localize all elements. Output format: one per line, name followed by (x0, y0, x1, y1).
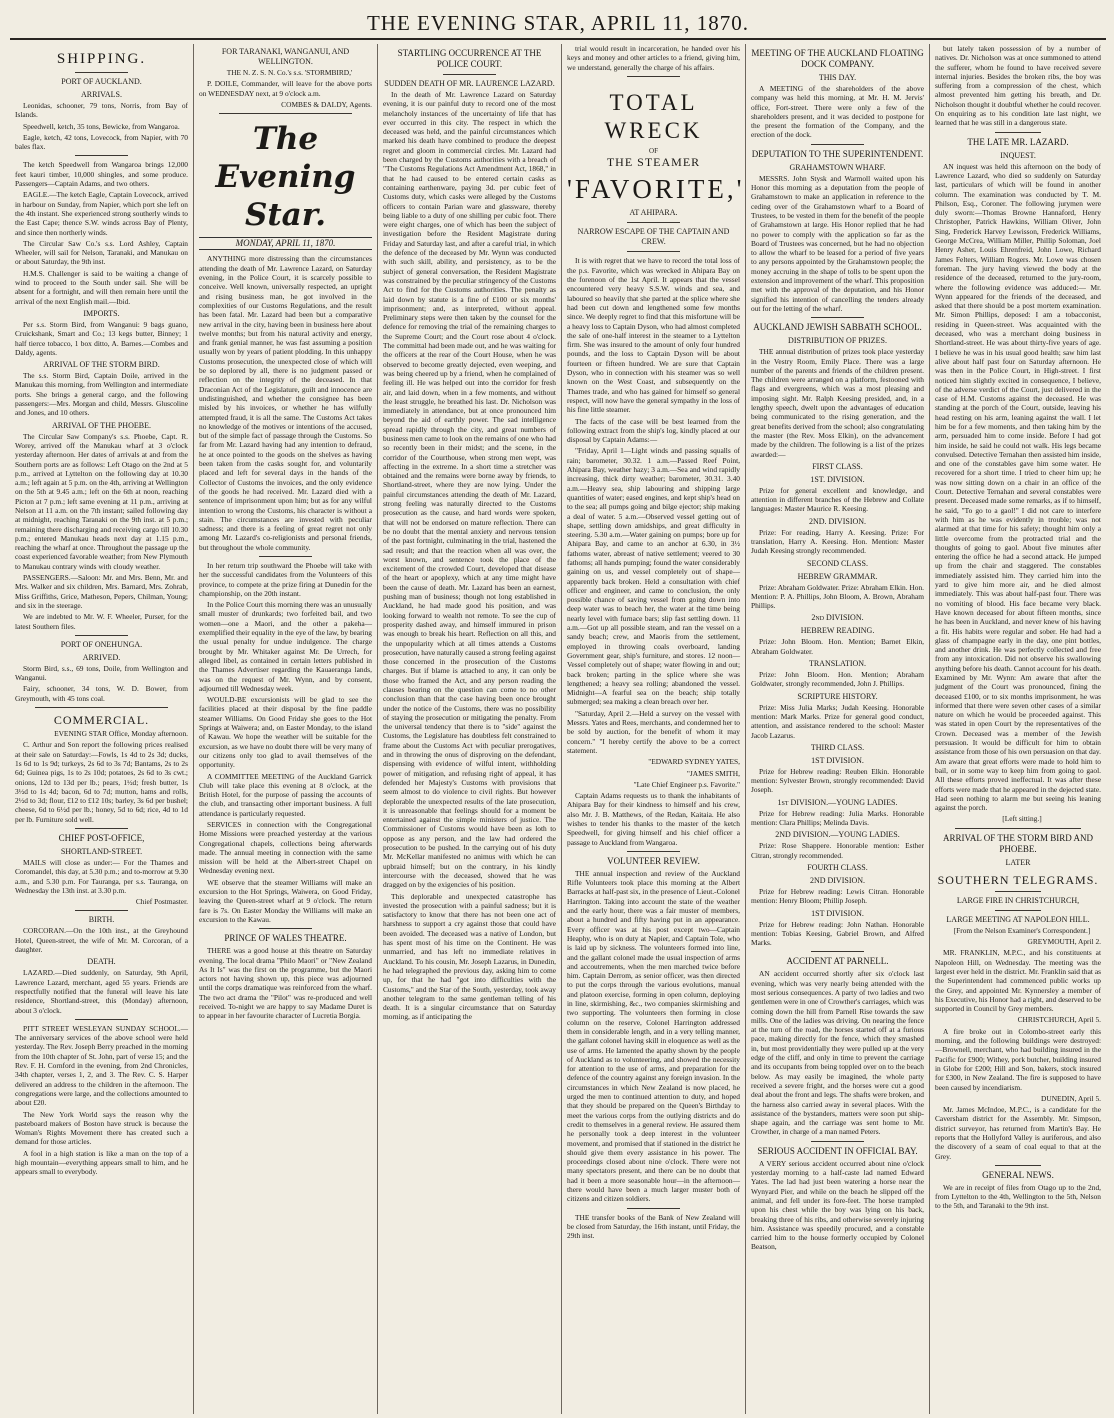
post-office-street: SHORTLAND-STREET. (60, 847, 143, 856)
telegram-text: MR. FRANKLIN, M.P.C., and his constituents at Napoleon Hill, on Wednesday. The meeting was the largest ever held in the district. Mr. Franklin said that as the Superintendent had commenced public works up the Grey, and appointed Mr. Kynnersley a member of his Executive, his Honor had a right, and deserved to be supported in Council by Grey members. (935, 948, 1101, 1014)
divider (259, 556, 312, 557)
late-lazard-heading: THE LATE MR. LAZARD. (967, 136, 1069, 147)
telegram-dateline: DUNEDIN, April 5. (1041, 1093, 1101, 1103)
arrived-heading: ARRIVED. (82, 652, 121, 662)
wreck-text: Captain Adams requests us to thank the inhabitants of Ahipara Bay for their kindness to himself and his crew, also Mr. J. B. Matthews, of the Redan, Kaitaia. He also wishes to tender his thanks to the master of the ketch Speedwell, for giving himself and his chief officer a passage to Auckland from Wangaroa. (567, 791, 740, 847)
division-heading: 1ST. DIVISION. (810, 474, 865, 484)
birth-heading: BIRTH. (88, 915, 115, 925)
continued-text: but lately taken possession of by a number of natives. Dr. Nicholson was at once summoned to attend the sufferer, whom he found to have received severe internal injuries. Besides the broken ribs, the boy was suffering from a compression of the chest, which almost prevented him getting his breath, and Dr. Nicholson thought it doubtful whether he could recover. On enquiring as to his condition late last night, we learned that he was still in a dangerous state. (935, 44, 1101, 128)
phoebe-text: The Circular Saw Company's s.s. Phoebe, Capt. R. Worey, arrived off the Manukau wharf at 3 o'clock yesterday afternoon. Her dates of arrivals at and from the Southern ports are as follows: Left Otago on the 2nd at 5 p.m., arrived at Lyttelton on the following day at 10.30 a.m.; left again at 5 p.m. on the 4th, arriving at Wellington on the 5th at 9.45 a.m.; left on the 6th at noon, reaching Picton at 7 p.m.; left same evening at 11 p.m., arriving at Nelson at 11 a.m. on the 7th instant; sailed following day at midnight, reaching Taranaki on the 9th inst. at 5 p.m.; remaining there discharging and receiving cargo till 10.30 p.m.; entered Manukau heads next day at 1.15 p.m., reaching the wharf at once. Throughout the passage up the coast experienced favorable weather; from New Plymouth to Manukau contrary winds with cloudy weather. (15, 431, 188, 571)
commercial-text: C. Arthur and Son report the following prices realised at their sale on Saturday:—Fowls, 1s 4d to 2s 3d; ducks, 1s 6d to 1s 9d; turkeys, 2s 6d to 3s 7d; Bantams, 2s to 2s 6d; Guinea pigs, 1s to 2s 10d; potatoes, 2s 6d to 3s cwt.; onions, 12d to 13d per lb.; pears, 1½d; fresh butter, 1s 3½d to 1s 4d; bacon, 6d to 7d; mutton, hams and rolls, 2½d to 3d; flour, £12 to £12 10s; barley, 3s 6d per bushel; cheese, 6d to 6½d per lb.; honey, 5d to 6d; rice, 4d to 1d per lb. Furniture sold well. (15, 740, 188, 824)
jewish-school-heading: AUCKLAND JEWISH SABBATH SCHOOL. (753, 322, 922, 333)
port-heading: PORT OF AUCKLAND. (61, 77, 142, 86)
subject-heading: HEBREW GRAMMAR. (797, 571, 878, 581)
correspondent-source: [From the Nelson Examiner's Correspondent.] (953, 925, 1091, 935)
divider (995, 910, 1041, 911)
signature: "JAMES SMITH, (686, 768, 740, 778)
prize-text: Prize for general excellent and knowledge, and attention in different branches of the Hebrew and Collate languages: Master Maurice R. Keesing. (751, 485, 924, 514)
southern-telegrams-heading: SOUTHERN TELEGRAMS. (937, 872, 1099, 887)
continued-text: trial would result in incarceration, he handed over his keys and money and other articles to a friend, giving him, we understand, generally the charge of his affairs. (567, 44, 740, 72)
theatre-heading: PRINCE OF WALES THEATRE. (224, 933, 347, 944)
prize-text: Prize: John Bloom. Hon. Mention; Abraham Goldwater, strongly recommended, John J. Phillips. (751, 670, 924, 689)
phoebe-heading: ARRIVAL OF THE PHOEBE. (52, 420, 151, 430)
wreck-location: AT AHIPARA. (629, 208, 678, 218)
christchurch-fire-heading: LARGE FIRE IN CHRISTCHURCH, (956, 895, 1080, 905)
divider (627, 1208, 680, 1209)
division-heading: 2ND DIVISION. (809, 875, 866, 885)
divider (443, 74, 496, 75)
division-heading: 1ST DIVISION. (811, 755, 864, 765)
signature: "Late Chief Engineer p.s. Favorite." (633, 779, 740, 789)
divider (219, 113, 352, 114)
divider (35, 707, 168, 708)
napoleon-hill-heading: LARGE MEETING AT NAPOLEON HILL. (946, 914, 1090, 924)
column-6 (930, 44, 1106, 1414)
wreck-ship-name: 'FAVORITE,' (567, 174, 745, 205)
advert-agents: COMBES & DALDY, Agents. (281, 99, 372, 109)
narrow-escape-heading: NARROW ESCAPE OF THE CAPTAIN AND CREW. (577, 227, 730, 247)
editorial-paragraph: In her return trip southward the Phoebe will take with her the successful candidates from the Volunteers of this province, to compete at the prize firing at Dunedin for the championship, on the 20th instant. (199, 560, 372, 598)
subject-heading: TRANSLATION. (808, 659, 867, 669)
police-court-heading: STARTLING OCCURRENCE AT THE POLICE COURT. (397, 48, 542, 69)
divider (627, 851, 680, 852)
editorial-paragraph: WE observe that the steamer Williams will make an excursion to the Hot Springs, Waiwera, on Good Friday, leaving the Queen-street wharf at 9 o'clock. The return fare is 7s. On Easter Monday the Williams will make an excursion to the Kawau. (199, 877, 372, 924)
divider (811, 317, 864, 318)
masthead-title: THE EVENING STAR, APRIL 11, 1870. (366, 11, 750, 35)
inquest-heading: INQUEST. (1000, 150, 1036, 160)
official-bay-text: A VERY serious accident occurred about nine o'clock yesterday morning to a half-caste lad named Edward Yates. The lad had just been watering a horse near the Wynyard Pier, and while on the beach he slipped off the animal, and fell under its fore-feet. The horse trampled upon his chest while the boy was lying on his back, breaking three of his ribs, and otherwise severely injuring him. Assistance was speedily procured, and a constable carried him to the house formerly occupied by Colonel Beatson, (751, 1158, 924, 1252)
divider (75, 635, 128, 636)
arrival-entry: Speedwell, ketch, 35 tons, Bewicke, from Wangaroa. (23, 121, 180, 131)
deputation-text: MESSRS. John Stysk and Warmoll waited upon his Honor this morning as a deputation from the people of Grahamstown to make an application in reference to the ceding over of the Grahamstown wharf to a Board of Trustees, to be vested in them for the benefit of the people of Grahamstown at large. His Honor replied that he had no power to comply with the application so far as the Board of Trustees was concerned, but he had no objection to allow the wharf to be leased for a period of five years to any persons appointed by the Grahamstown people; the money accruing in the shape of tolls to be spent upon the extension and improvement of the wharf. This proposition met with the approval of the deputation, and his Honor signified his intention of cancelling the tenders already out for the letting of the wharf. (751, 173, 924, 313)
lazard-article: In the death of Mr. Lawrence Lazard on Saturday evening, it is our painful duty to record one of the most melancholy instances of the uncertainty of life that has ever occurred in this city. The respect in which the deceased was held, and the painful circumstances which marked his death have combined to produce the deepest regret and gloom in commercial circles. Mr. Lazard had been charged by the Customs authorities with a breach of "The Customs Regulations Act Amendment Act, 1868," in that he had caused to be entered certain casks as containing earthenware, paying 3d. per cubic feet of Customs duty, which casks were alleged by the Customs officers to contain Parian ware and glassware, thereby being liable to a duty of one shilling per cubic foot. There were eight charges, one of which has been the subject of investigation before the Resident Magistrate during Friday and Saturday last, and after a careful trial, in which the defence of the deceased by Mr. Wynn was conducted with such skill, ability, and persistency, as to be the subject of general conversation, the Resident Magistrate was constrained by the peculiar stringency of the Customs Act to find for the Customs authorities. The penalty as laid down by statute is a fine of £100 or six months' imprisonment; and, as interpreted, without appeal. Preliminary steps were then taken by the counsel for the defence for removing the trial of the remaining charges to the Supreme Court; and the Court rose about 4 o'clock. The committal had been made out, and he was waiting for the officers at the rear of the Court House, when he was observed to become greatly dejected, even weeping, and was being cheered up by a friend, when he complained of feeling ill. He was helped out into the corridor for fresh air, and laid down, when in a few moments, and without the least struggle, he breathed his last. Dr. Nicholson was immediately in attendance, but at once pronounced him beyond the aid of earthly power. The sad intelligence spread rapidly through the city, and great numbers of business men came to look on the remains of one who had so recently been in their midst; and the scene, in the corridor of the Courthouse, when strong men wept, was affecting in the extreme. In a short time a stretcher was obtained and the remains were borne away by friends, to Shortland-street, where they are now lying. Under the painful circumstances attending the death of Mr. Lazard, strong feeling was naturally directed to the Customs prosecution as the cause, and hard words were spoken, that will not be endorsed on mature reflection. There can be no doubt that the mental anxiety and nervous tension of the past fortnight, culminating in the trial, hastened the sad result; and that the reaction when all was over, the worst known, and sentence took the place of the excitement of the crowded Court, developed that disease of the heart or apoplexy, which at any time might have been the cause of death. Mr. Lazard has been an earnest, pushing man of business; though not long established in Auckland, he had made good his position, and was looking forward to wealth not remote. To see the cup of prosperity dashed away, and himself immured in prison was enough to break his heart. Reflection on all this, and the unpopularity which at all times attends a Customs prosecution, have naturally caused a strong feeling against those concerned in the prosecution of the Customs charges. But if blame is attached to any, it can only be those who framed the Act, and any person reading the clauses bearing on the question can come to no other conclusion than that the case having been once brought under the notice of the Customs, there was no possibility of staying the prosecution or mitigating the penalty. From the universal tendency that there is to "side" against the Customs, the Legislature has doubtless felt constrained to frame about the Customs Act with peculiar prerogatives, and in throwing the onus of disproving on the defendant, dispensing with evidence of wilful intent, withholding power of mitigation, and refusing right of appeal, it has defended her Majesty's Customs with provisions that seem almost to do violence to civil rights. But however deplorable the unexpected results of the late prosecution, it is unreasonable that feelings should for a moment be entertained against the simple ministers of justice. The Commissioner of Customs would have been as loth to oppose as any person, and the law had ordered the prosecution to be pushed. In the carrying out of his duty Mr. McKellar manifested no animus with which he can upbraid himself; but on the contrary, in his kindly intercourse with the deceased, showed that he was dragged on by the exigencies of his position. (383, 90, 556, 890)
left-sitting: [Left sitting.] (1002, 814, 1042, 824)
telegram-dateline: GREYMOUTH, April 2. (1027, 937, 1101, 947)
editorial-paragraph: WOULD-BE excursionists will be glad to see the facilities placed at their disposal by the fine paddle steamer Williams. On Good Friday she goes to the Hot Springs at Waiwera; and, on Easter Monday, to the island of Kawau. We hope the weather will be suitable for the excursion, as we have no doubt there will be very many of our citizens only too glad to avail themselves of the opportunity. (199, 695, 372, 770)
divider (995, 1165, 1041, 1166)
shipping-heading: SHIPPING. (56, 51, 147, 67)
imports-heading: IMPORTS. (83, 308, 120, 318)
prize-text: Prize: For reading, Harry A. Keesing. Prize: For translation, Harry A. Keesing. Hon. Mention: Master Judah Keesing strongly recommended. (751, 527, 924, 556)
column-5 (746, 44, 930, 1414)
storm-bird-heading: ARRIVAL OF THE STORM BIRD. (43, 360, 160, 370)
wreck-text: The facts of the case will be best learned from the following extract from the ship's log, kindly placed at our disposal by Captain Adams:— (567, 416, 740, 445)
storm-bird-text: The s.s. Storm Bird, Captain Doile, arrived in the Manukau this morning, from Wellington and intermediate ports. She brings a general cargo, and the following passengers:—Mrs. Morgan and child, Messrs. Gluscoline and Jones, and 10 others. (15, 371, 188, 418)
phoebe-thanks: We are indebted to Mr. W. F. Wheeler, Purser, for the latest Southern files. (15, 612, 188, 631)
prizes-heading: DISTRIBUTION OF PRIZES. (788, 336, 887, 346)
ship-log: "Friday, April 1—Light winds and passing squalls of rain; barometer, 30.32. 1 a.m.—Passed Reef Point, Ahipara Bay, weather hazy; 3 a.m.—Sea and wind rapidly increasing, thick dirty weather; barometer, 30.31. 3.40 a.m.—Heavy sea, ship labouring and shipping large quantities of water; eased engines, and kept ship's head on to the sea; all pumps going and bilge ejector; ship making a deal of water. 5 a.m.—Observed vessel getting out of shape, settling down amidships, and great difficulty in steering. 5.30 a.m.—Water gaining on pumps; bore up for Ahipara Bay, and came to an anchor at 6.30, in 3½ fathoms water, abreast of native settlement; veered to 30 fathoms; all hands pumping; found the water considerably gaining on us, and vessel completely out of shape—apparently back broken. Held a consultation with chief officer and engineer, and came to conclusion, the only possible chance of saving vessel from going down into deep water was to beach her, the water at the time being nearly level with furnace bars; slip fast settling down. 11 a.m.—Got up all possible steam, and ran the vessel on a sandy beach; crew, and Maoris from the settlement, employed in throwing coals overboard, landing Government gear, ship's furniture, and stores. 12 noon—Vessel completely out of shape; water flowing in and out; back broken; parting in the splice where she was lengthened; a heavy sea rolling; abandoned the vessel. Midnight—A fearful sea on the beach; ship totally submerged; sea making a clean breach over her. (567, 446, 740, 707)
prize-text: Prize for Hebrew reading: Julia Marks. Honorable mention: Clara Phillips; Melinda Davis. (751, 808, 924, 828)
sudden-death-heading: SUDDEN DEATH OF MR. LAURENCE LAZARD. (384, 79, 555, 88)
divider (259, 928, 312, 929)
this-day: THIS DAY. (818, 73, 857, 82)
imports-text: Per s.s. Storm Bird, from Wanganui: 9 bags guano, Cruickshank, Smart and Co.; 13 kegs butter, Binney; 1 half tierce tobacco, 1 box ditto, A. Barnes.—Combes and Daldy, agents. (15, 319, 188, 357)
onehunga-heading: PORT OF ONEHUNGA. (60, 639, 143, 649)
editorial-paragraph: In the Police Court this morning there was an unusually small muster of drunkards; two forfeited bail, and two women—one a Maori, and the other a pakeha—exemplified their equality in the eye of the law, by bearing the usual penalty for undue indulgence. The charge brought by Mr. Whitaker against Mr. De Urrech, for alleged libel, as contained in certain letters published in the Thames Advertiser regarding the Kauaeranga lands, was on the request of Mr. Wynn, and by consent, adjourned till Wednesday week. (199, 600, 372, 693)
arrived-entry: Storm Bird, s.s., 69 tons, Doile, from Wellington and Wanganui. (15, 663, 188, 683)
storm-phoebe-heading: ARRIVAL OF THE STORM BIRD AND PHOEBE. (943, 832, 1093, 854)
divider (811, 1141, 864, 1142)
post-office-heading: CHIEF POST-OFFICE, (58, 833, 145, 843)
arrival-entry: Leonidas, schooner, 79 tons, Norris, from Bay of Islands. (15, 101, 188, 120)
wesleyan-paragraph: PITT STREET WESLEYAN SUNDAY SCHOOL.—The anniversary services of the above school were held yesterday. The Rev. Joseph Berry preached in the morning from the 10th chapter of St. John, part of verse 15; and the Rev. F. H. Cornford in the evening, from 2nd Chronicles, 34th chapter, verses 1, 2, and 3. The Rev. C. S. Harper delivered an address to the children in the afternoon. The congregations were large, and the collections amounted to about £20. (15, 1023, 188, 1108)
lazard-article-continued: This deplorable and unexpected catastrophe has invested the prosecution with a painful sadness; but it is satisfactory to know that there has not been one act of harshness to support a cry against those that could have been avoided. The deceased was a native of London, but has spent most of his time on the Continent. He was unmarried, and has left no immediate relatives in Auckland. To his cousin, Mr. Joseph Lazarus, in Dunedin, he had telegraphed the previous day, asking him to come up, for that he had "got into difficulties with the Customs," and the Star of the South, yesterday, took away another telegram to the same gentleman telling of his death. It is a singular circumstance that on Saturday morning, as if anticipating the (383, 891, 556, 1022)
column-3 (378, 44, 562, 1414)
class-heading: THIRD CLASS. (810, 742, 865, 752)
divider (627, 251, 680, 252)
wharf-heading: GRAHAMSTOWN WHARF. (789, 162, 886, 172)
phoebe-passengers: PASSENGERS.—Saloon: Mr. and Mrs. Benn, Mr. and Mrs. Walker and six children, Mrs. Barnard, Mrs. Zohrab, Miss Griffiths, Grice, Matheson, Pepers, Chilman, Young; and six in the steerage. (15, 573, 188, 610)
fool-paragraph: A fool in a high station is like a man on the top of a high mountain—everything appears small to him, and he appears small to everybody. (15, 1148, 188, 1177)
telegram-dateline: CHRISTCHURCH, April 5. (1017, 1015, 1101, 1025)
transfer-notice: THE transfer books of the Bank of New Zealand will be closed from Saturday, the 16th instant, until Friday, the 29th inst. (567, 1212, 740, 1241)
divider (811, 144, 864, 145)
column-4 (562, 44, 746, 1414)
official-bay-heading: SERIOUS ACCIDENT IN OFFICIAL BAY. (757, 1145, 918, 1156)
class-heading: FOURTH CLASS. (807, 862, 868, 872)
columns (10, 44, 1106, 1414)
arrivals-heading: ARRIVALS. (81, 90, 122, 99)
later-heading: LATER (1005, 857, 1031, 867)
divider (75, 1019, 128, 1020)
wreck-of: OF (649, 146, 658, 155)
editorial-paragraph: ANYTHING more distressing than the circumstances attending the death of Mr. Lawrence Lazard, on Saturday evening, in the Police Court, it is scarcely possible to conceive. Well known, universally respected, an upright and rising business man, he got involved in the complexities of our Customs Regulations, and the result has been fatal. Mr. Lazard had been but a comparative new arrival in the city, having been in business here about twelve months; but from his natural activity and energy, and frank genial manner, he was fast assuming a position usually won by years of patient plodding. In this unhappy Customs prosecution, the unexpected close of which will be so deplored by all, there is no judgment passed or reflection on the integrity of the deceased. In that Draconian Act of the Legislature, guilt and innocence are undistinguished, and whether the consignee has been misled by his invoices, or whether he has wilfully attempted fraud, it is all the same. The Customs Act takes no knowledge of the motives or intentions of the accused, but of the simple fact of passage through the Customs. So far from Mr. Lazard having had any intention to defraud, he at once pointed to the goods on the shelves as having been taken from the casks sought for, and voluntarily placed and left for several days in the hands of the Collector of Customs the invoices, and the only evidence of the goods he had received. Mr. Lazard died with a sentence of imprisonment upon him; but as for any wilful intention to wrong the Customs, his character is without a stain. The circumstances are invested with peculiar sadness; and there is a feeling of great regret not only among Mr. Lazard's co-religionists and personal friends, but throughout the whole community. (199, 254, 372, 552)
prize-text: Prize for Hebrew reading: Reuben Elkin. Honorable mention: Sylvester Brown, strongly recommended: David Joseph. (751, 766, 924, 795)
prize-text: Prize: Miss Julia Marks; Judah Keesing. Honorable mention: Mark Marks. Prize for general good conduct, attention, and assistance rendered to the school: Master Jacob Lazarus. (751, 702, 924, 740)
divider (75, 155, 128, 156)
signature: "EDWARD SYDNEY YATES, (648, 757, 740, 767)
floating-dock-text: A MEETING of the shareholders of the above company was held this morning, at Mr. H. M. Jervis' office, Fort-street. There were only a few of the shareholders present, and it was decided to postpone for the present the formation of the Company, and the erection of the dock. (751, 84, 924, 140)
divider (995, 891, 1041, 892)
division-heading: 2nd DIVISION. (811, 613, 864, 623)
divider (955, 828, 1081, 829)
office-line: EVENING STAR Office, Monday afternoon. (54, 729, 188, 739)
subject-heading: SCRIPTURE HISTORY. (797, 691, 878, 701)
class-heading: FIRST CLASS. (812, 461, 863, 471)
death-notice: LAZARD.—Died suddenly, on Saturday, 9th April, Lawrence Lazard, merchant, aged 55 years. Friends are respectfully notified that the funeral will leave his late residence, Shortland-street, this (Monday) afternoon, about 3 o'clock. (15, 968, 188, 1015)
prize-text: Prize: Abraham Goldwater. Prize: Abraham Elkin. Hon. Mention: P. A. Phillips, John Bloom, A. Brown, Abraham Phillips. (751, 582, 924, 611)
floating-dock-heading: MEETING OF THE AUCKLAND FLOATING DOCK COMPANY. (751, 48, 924, 69)
telegram-text: Mr. James McIndoe, M.P.C., is a candidate for the Caversham district for the Assembly. Mr. Simpson, district surveyor, has returned from Martin's Bay. He reports that the Hollyford Valley is auriferous, and also the discovery of a seam of coal equal to that at the Grey. (935, 1105, 1101, 1161)
wreck-steamer: THE STEAMER (606, 155, 701, 170)
post-office-text: MAILS will close as under:— For the Thames and Coromandel, this day, at 5.30 p.m.; and to-morrow at 9.30 a.m., and 5.30 p.m. For Tauranga, per s.s. Tauranga, on Wednesday the 13th inst. at 3.30 p.m. (15, 858, 188, 895)
arrival-entry: Eagle, ketch, 42 tons, Lovecock, from Napier, with 70 bales flax. (15, 132, 188, 152)
divider (995, 132, 1041, 133)
new-york-paragraph: The New York World says the reason why the pasteboard makers of Boston have struck is because the Woman's Rights Movement there has created such a demand for those articles. (15, 1109, 188, 1147)
volunteer-text: THE annual inspection and review of the Auckland Rifle Volunteers took place this morning at the Albert Barracks at half-past six, in the presence of Lieut.-Colonel Harrington. Taking into account the state of the weather and the early hour, there was a fair muster of members, about a hundred and fifty having put in an appearance. Every officer was at his post except two—Captain Heaphy, who is on duty at Napier, and Captain Tole, who is laid up by sickness. The volunteers formed into line, and the gallant colonel made the usual inspection of arms and accoutrements, when the men marched twice before him. Captain Derrom, as senior officer, was then directed to put the corps through the various evolutions, manual and platoon exercise, forming in open column, deploying in line, skirmishing, &c., two companies skirmishing and two supporting. The volunteers then forming in close column on the reserve, Colonel Harrington addressed them in considerable length, and in a very telling manner, the gallant colonel having skill in eloquence as well as the use of arms. He lamented the apathy shown by the people of Auckland as to volunteering, and showed the necessity for attention to the use of arms, and preparation for the defence of the country against any foreign invasion. In the circumstances in which New Zealand is now placed, he urged the men to continued attention to duty, and hoped that they should be prepared on the Queen's Birthday to meet the various corps from the outlying districts and do credit to themselves in a general review. He assured them he personally took a deep interest in the volunteer movement, and promised that if stationed in the district he should give them every assistance in his power. The proceedings closed about nine o'clock. There were not many spectators present, and there can be no doubt that had it been a more seasonable hour—in the afternoon—there would have been a much larger muster both of citizens and citizen soldiers. (567, 868, 740, 1204)
prize-text: Prize: John Bloom. Hon. Mention; Barnet Elkin, Abraham Goldwater. (751, 637, 924, 656)
general-news-text: We are in receipt of files from Otago up to the 2nd, from Lyttelton to the 4th, Wellington to the 5th, Nelson to the 5th, and Taranaki to the 9th inst. (935, 1182, 1101, 1211)
prize-text: Prize: Rose Shappere. Honorable mention: Esther Citran, strongly recommended. (751, 841, 924, 860)
editorial-paragraph: SERVICES in connection with the Congregational Home Missions were preached yesterday at the various Congregational chapels, collections being afterwards made. The annual meeting in connection with the same mission will be held at the Albert-street Chapel on Wednesday evening next. (199, 820, 372, 876)
volunteer-heading: VOLUNTEER REVIEW. (607, 855, 700, 866)
paper-nameplate: The Evening Star. (215, 121, 356, 234)
arrived-entry: Fairy, schooner, 34 tons, W. D. Bower, from Greymouth, with 45 tons coal. (15, 684, 188, 703)
divider (75, 72, 128, 73)
divider (75, 910, 128, 911)
shipping-paragraph: The ketch Speedwell from Wangaroa brings 12,000 feet kauri timber, 10,000 shingles, and some produce. Passengers—Captain Adams, and two others. (15, 160, 188, 189)
divider (75, 828, 128, 829)
column-2 (194, 44, 378, 1414)
commercial-heading: COMMERCIAL. (53, 713, 150, 728)
class-heading: SECOND CLASS. (807, 558, 868, 568)
advert-text: P. DOILE, Commander, will leave for the above ports on WEDNESDAY next, at 9 o'clock a.m. (199, 79, 372, 98)
division-heading: 1st DIVISION.—YOUNG LADIES. (777, 797, 898, 807)
column-1 (10, 44, 194, 1414)
prize-text: Prize for Hebrew reading: Lewis Citran. Honorable mention: Henry Bloom; Phillip Joseph. (751, 886, 924, 906)
division-heading: 2ND. DIVISION. (808, 516, 867, 526)
theatre-text: THERE was a good house at this theatre on Saturday evening. The local drama "Philo Maori" or "New Zealand As It Is" was the first on the programme, but the Maori actors not having shown up, this piece was adjourned until the corps dramatique was reinforced from the wharf. The two act drama the "Pilot" was re-produced and well received. To-night we are happy to say Madame Duret is to appear in her favourite character of Lucretia Borgia. (199, 946, 372, 1021)
telegram-text: A fire broke out in Colombo-street early this morning, and the following buildings were destroyed:—Brownell, merchant, who had building insured in the Pacific for £900; Withey, pork butcher, building insured in Globe for £200; Hill and Son, bakers, stock insured for £300, in New Zealand. The fire is supposed to have been caused by incendiarism. (935, 1026, 1101, 1092)
prize-text: Prize for Hebrew reading: John Nathan. Honorable mention: Tobias Keesing, Gabriel Brown, and Alfred Marks. (751, 919, 924, 948)
wreck-text: "Saturday, April 2.—Held a survey on the vessel with Messrs. Yates and Rees, merchants, and condemned her to be sold by auction, for the benefit of whom it may concern." "I hereby certify the above to be a correct statement. (567, 708, 740, 755)
division-heading: 1ST DIVISION. (811, 908, 864, 918)
editorial-paragraph: A COMMITTEE MEETING of the Auckland Garrick Club will take place this evening at 8 o'clock, at the British Hotel, for the purpose of passing the accounts of the club, and transacting other important business. A full attendance is particularly requested. (199, 771, 372, 818)
division-heading: 2ND DIVISION.—YOUNG LADIES. (775, 830, 900, 840)
advert-heading: FOR TARANAKI, WANGANUI, AND WELLINGTON. (221, 47, 350, 66)
wreck-heading: TOTAL WRECK (604, 89, 703, 143)
deputation-heading: DEPUTATION TO THE SUPERINTENDENT. (751, 148, 924, 159)
divider (627, 76, 680, 77)
advert-ship: THE N. Z. S. N. Co.'s s.s. 'STORMBIRD,' (226, 68, 353, 77)
postmaster-signature: Chief Postmaster. (135, 897, 188, 907)
jewish-school-text: THE annual distribution of prizes took place yesterday in the Vestry Room, Emily Place. There was a large number of the parents and friends of the children present. The children were arranged on a platform, festooned with flags and evergreens, which was a most pleasing and imposing sight. Mr. Ralph Keesing presided, and, in a lengthy speech, dwelt upon the advantages of education being communicated to the rising generation, and the great benefits derived from the school; also congratulating the master (the Rev. Moss Elkin), on the advancement made by the children. The following is a list of the prizes awarded:— (751, 347, 924, 459)
shipping-paragraph: The Circular Saw Co.'s s.s. Lord Ashley, Captain Wheeler, will sail for Nelson, Taranaki, and Manukau on or about Saturday, the 9th inst. (15, 238, 188, 267)
shipping-paragraph: H.M.S. Challenger is said to be waiting a change of wind to proceed to the South under sail. She will be absent for a fortnight, and will then remain here until the arrival of the next English mail.—Ibid. (15, 268, 188, 306)
inquest-text: AN inquest was held this afternoon on the body of Lawrence Lazard, who died so suddenly on Saturday last, particulars of which will be found in another column. The examination was conducted by T. M. Philson, Esq., Coroner. The following jurymen were duly sworn:—Thomas Browne Hannaford, Henry Christopher, Patrick Hawkins, William Oliver, John Sing, Frederick Harvey Lewisson, Frederick Williams, George McCrea, William Miller, Phillip Soloman, Joel Henry Asher, Louis Ehrenfreid, John Lowe, Richard James Felters, William Rogers. Mr. Lowe was chosen foreman. The jury having viewed the body at the residence of the deceased, returned to the jury-room, where the following evidence was adduced:— Mr. Wynn appeared for the friends of the deceased, and asked that there should be a post mortem examination. Mr. Simon Phillips, deposed: I am a tobacconist, residing in Queen-street. Was acquainted with the deceased, who was a merchant doing business in Shortland-street. He was about thirty-five years of age. I believe he was in his usual good health; saw him last alive about half past four on Saturday afternoon. He was then in the Police Court, in High-street. I first noticed him slightly excited in consequence, I believe, of the adverse verdict of the Court, just delivered in the case of H.M. Customs against the deceased. He was standing at the porch of the Court, outside, leaving his head resting on his arm, leaning against the wall. I let him be for a few moments, and then taking him by the arm, persuaded him to come inside. Before I had got him inside, he said he could not walk. His legs became convulsed. Detective Ternahan then assisted him inside, and one of the constables gave him some water. He recovered for a short time. I tried to cheer him up; he was now sitting down on a chair in an office of the Court. Detective Ternahan and several constables were present. Deceased made some remarks, as if to himself, he said, "To go to a gaol!" I did not care to interfere with him as he was evidently in trouble; was not alarmed at that time for his safety; thought him only a little overcome from the protracted trial and the thoughts of going to gaol. About five minutes after entering the office he had a second attack. He jumped up from the chair and staggered. The constables immediately assisted him. They carried him into the yard to give him more air, and he died almost immediately. This was about half-past four. There was no vomiting of blood. His face became very black. Have known deceased for about fifteen months, since he has been in Auckland, and never knew of his having a fit. His habits were regular and sober. He had had a glass of champagne early in the day, one pint bottles, and another drink. He was perfectly collected and free from any intoxication. Did not observe his swallowing anything before his death. Cannot account for his death. Examined by Mr. Wynn: Am aware that after the judgment of the Court was pronounced, fining the deceased £100, or to six months imprisonment, he was informed that there were seven other cases of a similar nature on which he would be proceeded against. This was stated in open Court by the representatives of the Crown. Deceased was a member of the Jewish persuasion. It would be difficult for him to obtain assistance from those of his own persuasion on that day. Am aware that great efforts were made to hold him to bail, or in some way to keep him from going to gaol. All these efforts proved ineffectual. It was after these efforts were made that he appeared in the dejected state. Had seen nothing to alarm me but seeing his leaning against the porch. (935, 161, 1101, 813)
subject-heading: HEBREW READING. (800, 626, 875, 636)
divider (627, 222, 680, 223)
dateline: MONDAY, APRIL 11, 1870. (199, 237, 372, 250)
birth-notice: CORCORAN.—On the 10th inst., at the Greyhound Hotel, Queen-street, the wife of Mr. M. Corcoran, of a daughter. (15, 926, 188, 955)
page-masthead (10, 8, 1106, 40)
general-news-heading: GENERAL NEWS. (982, 1169, 1054, 1180)
death-heading: DEATH. (87, 957, 116, 967)
parnell-accident-text: AN accident occurred shortly after six o'clock last evening, which was very nearly being attended with the most serious consequences. A party of two ladies and two gentlemen were in one of Crowther's carriages, which was coming down the hill from Parnell Rise towards the saw mills. One of the ladies was driving. On nearing the fence at the turn of the road, the horses started off at a furious pace, making directly for the fence, which they smashed in, but most providentially they were pulled up at the very edge of the cliff, and only in time to prevent the carriage and its occupants from being toppled over on to the beach below. As may easily be imagined, the whole party received a severe fright, and the horses were cut a good deal about the front and legs. The shafts were broken, and the harness also carried away in several places. With the assistance of the bystanders, matters were soon put ship-shape again, and the carriage was sent home to Mr. Crowther, in charge of a man named Peters. (751, 969, 924, 1137)
divider (811, 951, 864, 952)
parnell-accident-heading: ACCIDENT AT PARNELL. (786, 956, 889, 967)
shipping-paragraph: EAGLE.—The ketch Eagle, Captain Lovecock, arrived in harbour on Sunday, from Napier, which port she left on the 4th instant. She experienced strong southerly winds to the East Cape; thence S.W. winds across Bay of Plenty, and since then northerly winds. (15, 190, 188, 237)
wreck-text: It is with regret that we have to record the total loss of the p.s. Favorite, which was wrecked in Ahipara Bay on the forenoon of the 1st April. It appears that the vessel encountered very heavy S.S.W. winds and sea, and laboured so heavily that she parted at the splice where she had been cut down and lengthened some few months since. We deeply regret to find that this misfortune will be a heavy loss to Captain Dyson, who had almost completed the sale of one-half interest in the steamer to a Lyttelton firm. She was insured to the amount of only four hundred pounds, and the loss to Captain Dyson will be about fourteen or fifteen hundred. We are sure that Captain Dyson, who in connection with his steamer was so well known on the West Coast, and subsequently on the Thames trade, and who has gained for himself so general respect, will now have the general sympathy in the loss of his fine little steamer. (567, 256, 740, 415)
